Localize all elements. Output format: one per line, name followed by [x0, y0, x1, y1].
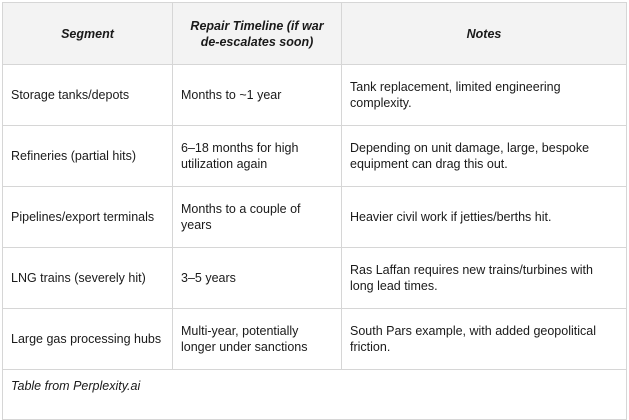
cell-timeline: Multi-year, potentially longer under sanctions: [173, 309, 342, 370]
cell-timeline: Months to ~1 year: [173, 65, 342, 126]
table-footer-row: [3, 370, 627, 420]
header-notes: Notes: [342, 3, 627, 65]
table-row: [3, 248, 627, 309]
cell-segment: LNG trains (severely hit): [3, 248, 173, 309]
cell-notes: Ras Laffan requires new trains/turbines with long lead times.: [342, 248, 627, 309]
cell-notes: Heavier civil work if jetties/berths hit.: [342, 187, 627, 248]
cell-timeline: Months to a couple of years: [173, 187, 342, 248]
table-row: [3, 65, 627, 126]
table-header: [3, 3, 627, 65]
cell-timeline: 6–18 months for high utilization again: [173, 126, 342, 187]
cell-segment: Pipelines/export terminals: [3, 187, 173, 248]
header-segment: Segment: [3, 3, 173, 65]
cell-segment: Refineries (partial hits): [3, 126, 173, 187]
table-body: [3, 65, 627, 420]
cell-timeline: 3–5 years: [173, 248, 342, 309]
cell-segment: Large gas processing hubs: [3, 309, 173, 370]
table-row: [3, 187, 627, 248]
header-row: [3, 3, 627, 65]
table-row: [3, 309, 627, 370]
table-source-caption: Table from Perplexity.ai: [3, 370, 627, 420]
header-repair-timeline: Repair Timeline (if war de-escalates soon): [173, 3, 342, 65]
cell-notes: Depending on unit damage, large, bespoke equipment can drag this out.: [342, 126, 627, 187]
repair-timeline-table: [2, 2, 627, 420]
table-row: [3, 126, 627, 187]
cell-notes: South Pars example, with added geopolitical friction.: [342, 309, 627, 370]
cell-segment: Storage tanks/depots: [3, 65, 173, 126]
cell-notes: Tank replacement, limited engineering complexity.: [342, 65, 627, 126]
